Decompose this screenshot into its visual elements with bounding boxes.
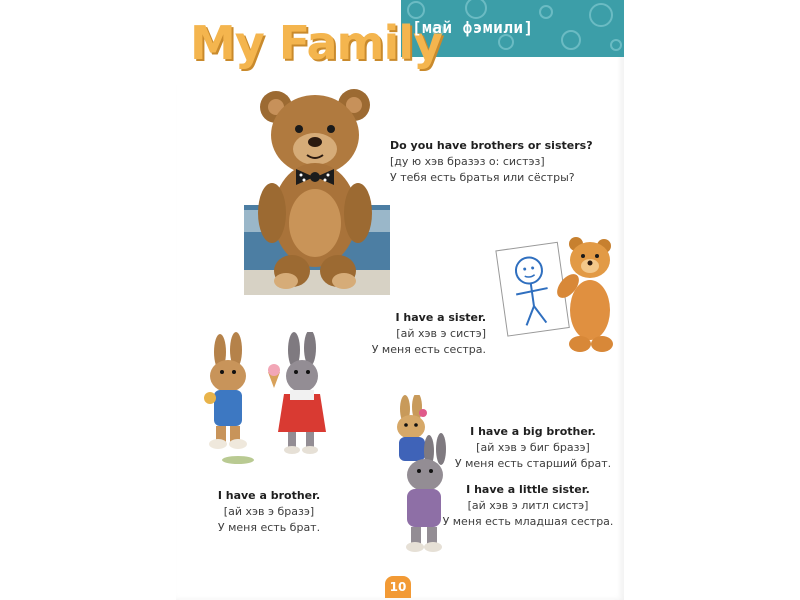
question-english: Do you have brothers or sisters? [390,139,593,152]
little-sister-block [438,482,618,530]
big-brother-transcription: [ай хэв э биг бразэ] [476,441,590,454]
brother-transcription: [ай хэв э бразэ] [223,505,315,518]
brother-english: I have a brother. [217,489,321,502]
teddy-bear-photo [244,85,390,295]
question-block [390,138,620,186]
big-brother-block [448,424,618,472]
big-brother-english: I have a big brother. [470,425,596,438]
stacked-bunnies-illustration [383,395,457,555]
sister-english: I have a sister. [395,311,486,324]
bear-with-drawing-illustration [494,232,622,360]
title-transcription: [май фэмили] [412,18,534,37]
little-sister-transcription: [ай хэв э литл систэ] [467,499,589,512]
little-sister-english: I have a little sister. [466,483,590,496]
brother-russian: У меня есть брат. [217,521,321,534]
book-page [176,0,624,600]
sister-block [336,310,486,358]
little-sister-russian: У меня есть младшая сестра. [442,515,614,528]
sister-russian: У меня есть сестра. [371,343,486,356]
question-transcription: [ду ю хэв брaзэз о: сиcтэз] [390,155,545,168]
page-number-badge: 10 [385,576,411,598]
question-russian: У тебя есть братья или сёстры? [390,171,575,184]
bunnies-illustration [198,332,328,472]
sister-transcription: [ай хэв э систэ] [396,327,486,340]
brother-block [194,488,344,536]
big-brother-russian: У меня есть старший брат. [454,457,612,470]
page-title: My Family [190,16,442,70]
